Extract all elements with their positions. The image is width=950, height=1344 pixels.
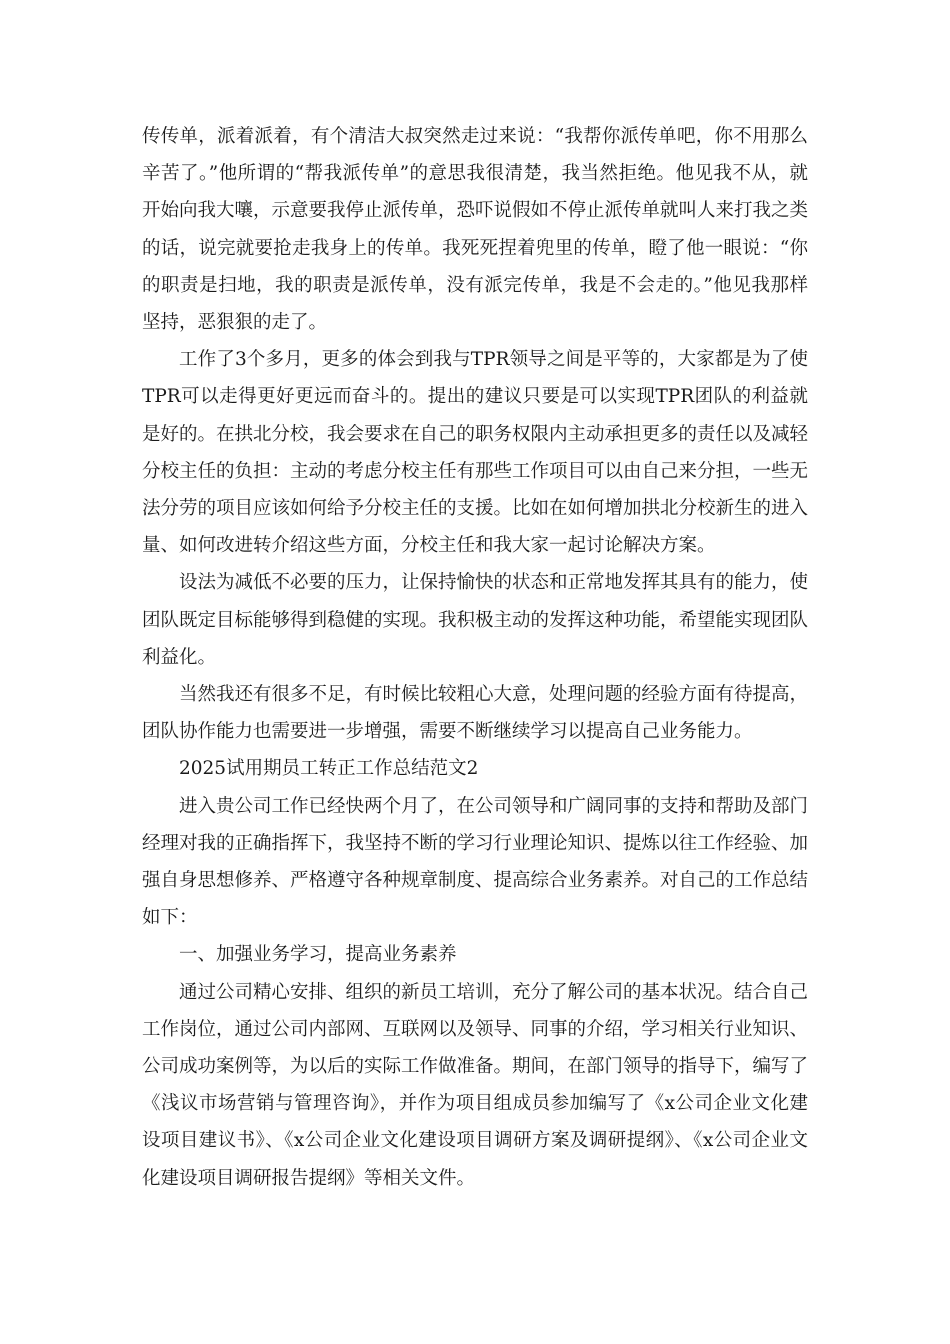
paragraph-4: 当然我还有很多不足，有时候比较粗心大意，处理问题的经验方面有待提高，团队协作能力也需要进一步增强，需要不断继续学习以提高自己业务能力。 — [142, 684, 809, 743]
section-title: 2025试用期员工转正工作总结范文2 — [179, 758, 479, 780]
document-body — [142, 118, 808, 1197]
paragraph-5: 进入贵公司工作已经快两个月了，在公司领导和广阔同事的支持和帮助及部门经理对我的正确指挥下，我坚持不断的学习行业理论知识、提炼以往工作经验、加强自身思想修养、严格遵守各种规章制度、提高综合业务素养。对自己的工作总结如下： — [142, 795, 809, 929]
subsection-heading: 一、加强业务学习，提高业务素养 — [179, 944, 457, 966]
paragraph-3: 设法为减低不必要的压力，让保持愉快的状态和正常地发挥其具有的能力，使团队既定目标能够得到稳健的实现。我积极主动的发挥这种功能，希望能实现团队利益化。 — [142, 572, 809, 668]
paragraph-1: 传传单，派着派着，有个清洁大叔突然走过来说：“我帮你派传单吧，你不用那么辛苦了。”他所谓的“帮我派传单”的意思我很清楚，我当然拒绝。他见我不从，就开始向我大嚷，示意要我停止派传单，恐吓说假如不停止派传单就叫人来打我之类的话，说完就要抢走我身上的传单。我死死捏着兜里的传单，瞪了他一眼说：“你的职责是扫地，我的职责是派传单，没有派完传单，我是不会走的。”他见我那样坚持，恶狠狠的走了。 — [142, 126, 809, 334]
paragraph-2: 工作了3个多月，更多的体会到我与TPR领导之间是平等的，大家都是为了使TPR可以走得更好更远而奋斗的。提出的建议只要是可以实现TPR团队的利益就是好的。在拱北分校，我会要求在自己的职务权限内主动承担更多的责任以及减轻分校主任的负担：主动的考虑分校主任有那些工作项目可以由自己来分担，一些无法分劳的项目应该如何给予分校主任的支援。比如在如何增加拱北分校新生的进入量、如何改进转介绍这些方面，分校主任和我大家一起讨论解决方案。 — [142, 349, 809, 557]
paragraph-6: 通过公司精心安排、组织的新员工培训，充分了解公司的基本状况。结合自己工作岗位，通过公司内部网、互联网以及领导、同事的介绍，学习相关行业知识、公司成功案例等，为以后的实际工作做准备。期间，在部门领导的指导下，编写了《浅议市场营销与管理咨询》，并作为项目组成员参加编写了《x公司企业文化建设项目建议书》、《x公司企业文化建设项目调研方案及调研提纲》、《x公司企业文化建设项目调研报告提纲》等相关文件。 — [142, 981, 809, 1189]
